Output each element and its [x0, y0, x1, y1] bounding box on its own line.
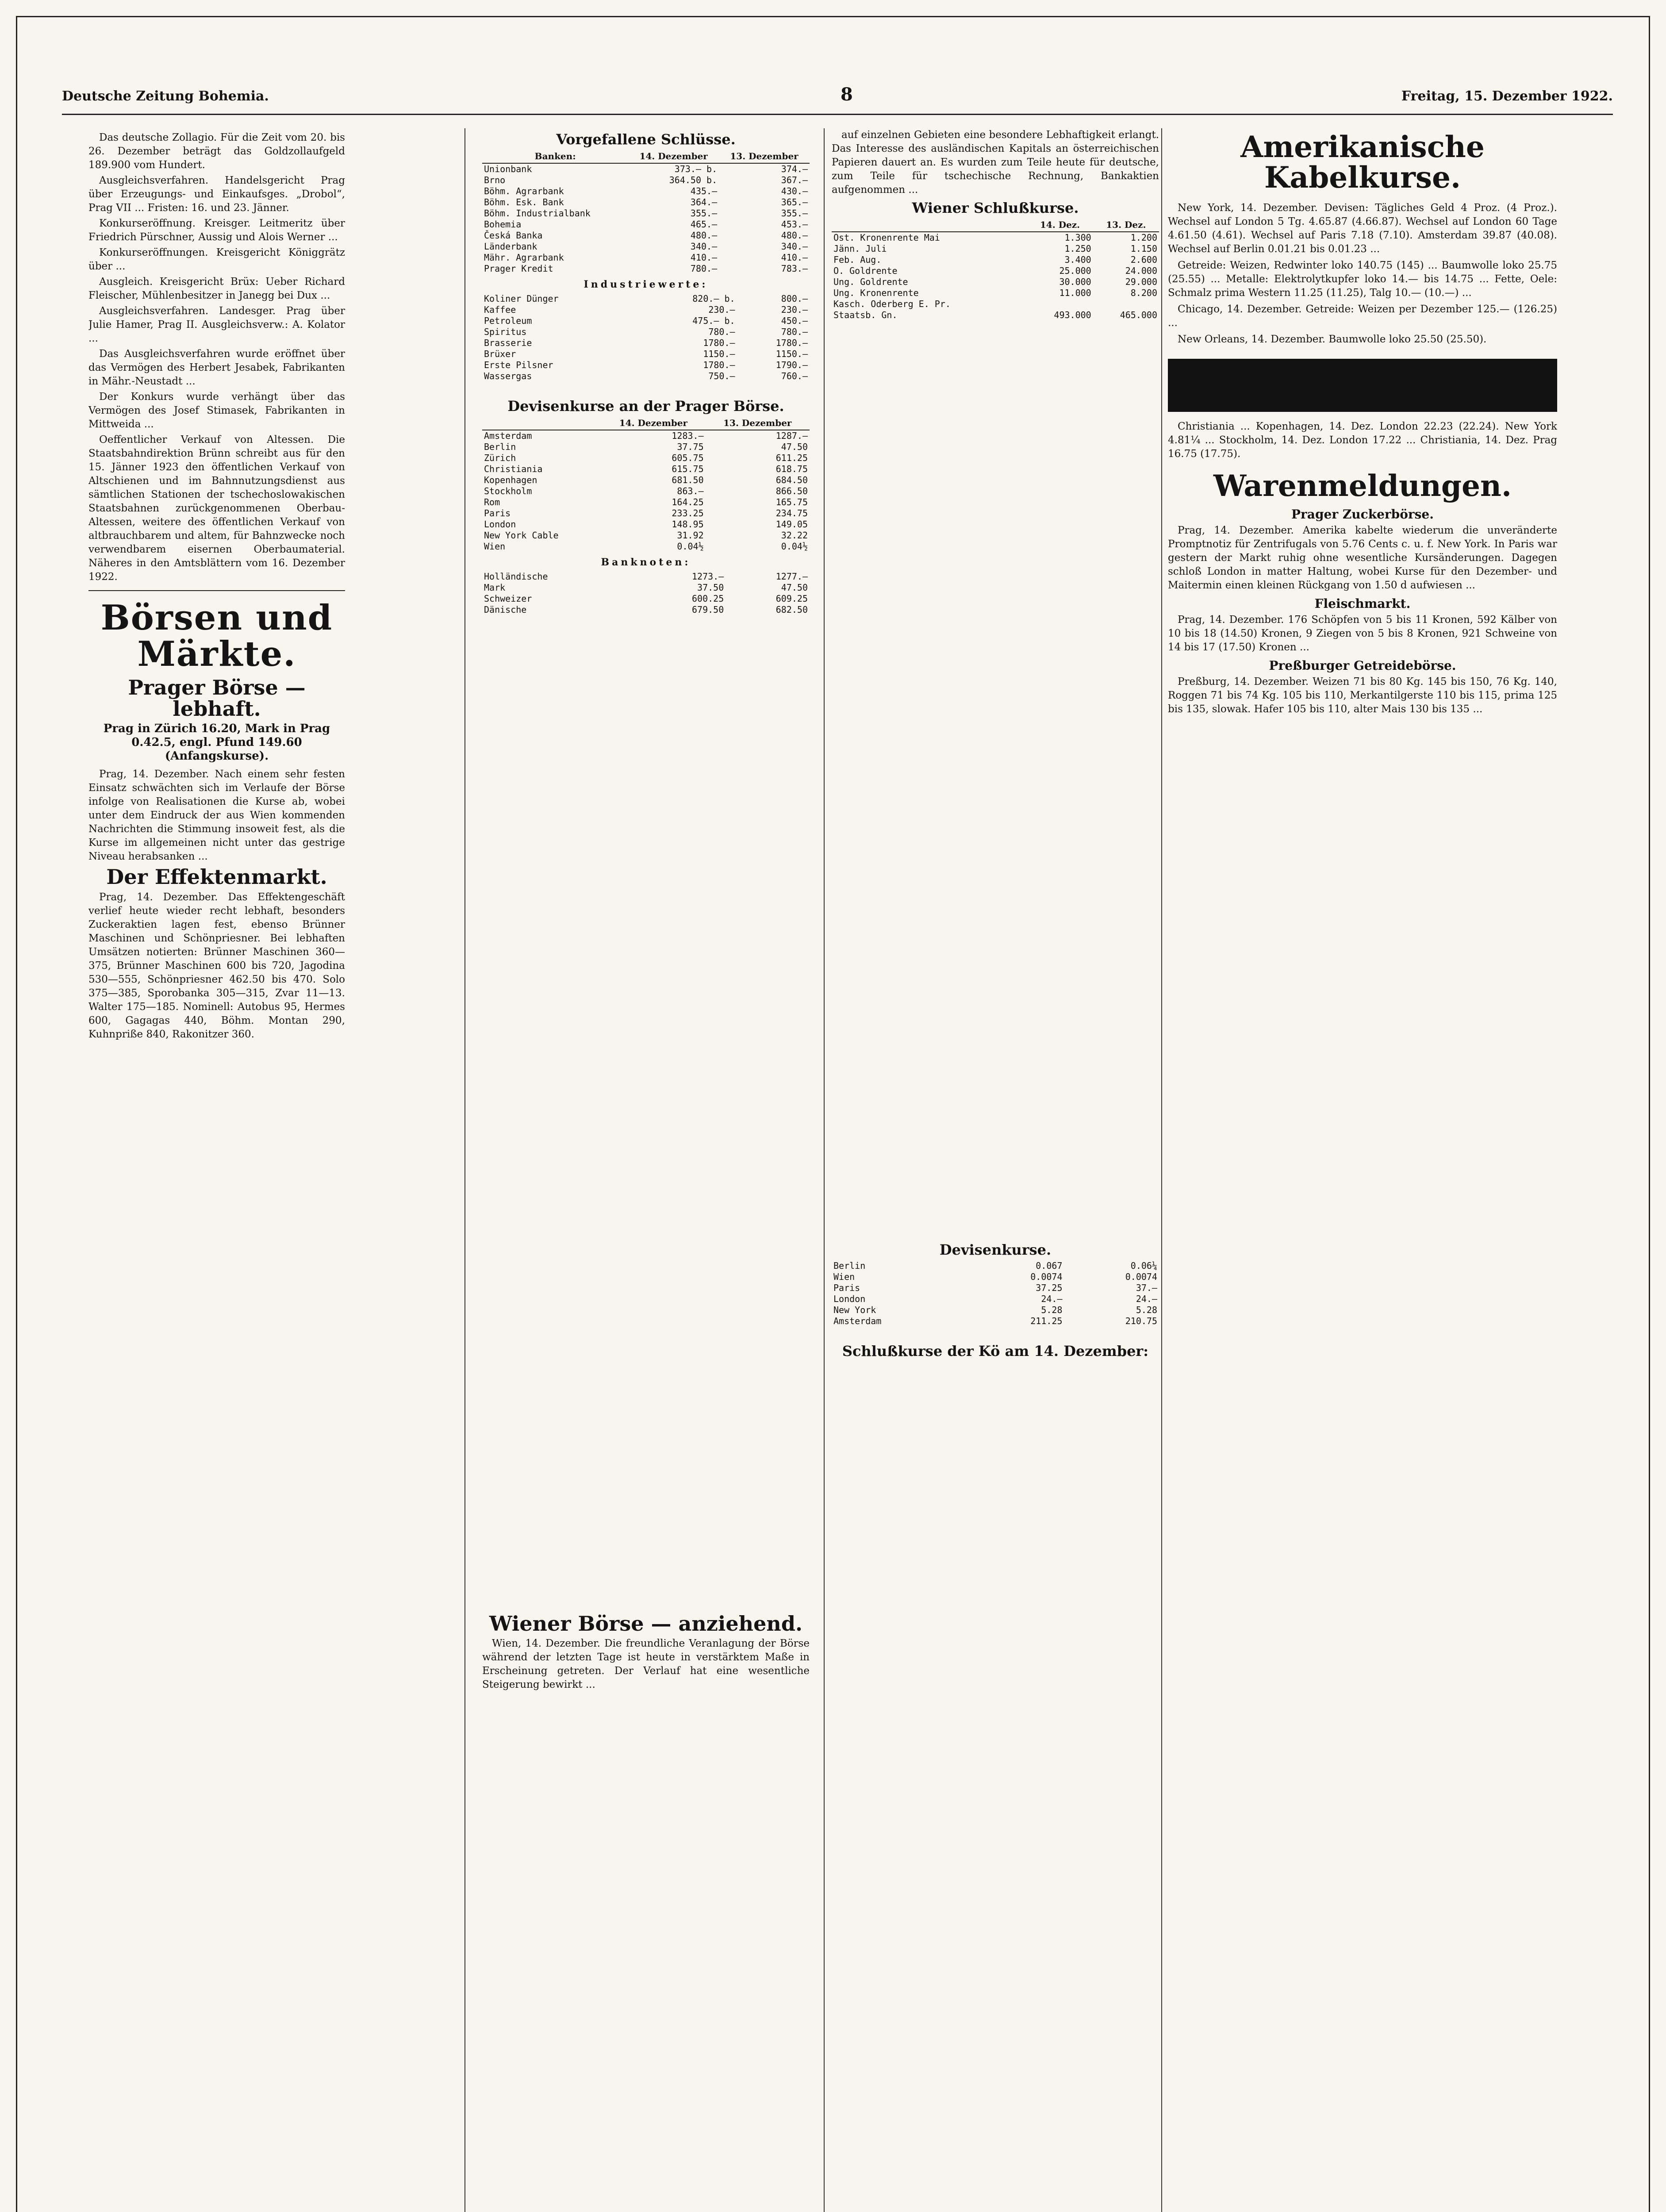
table-cell: Spiritus — [484, 326, 527, 337]
table-cell: 148.95 — [672, 519, 704, 530]
table-cell: 1.200 — [1130, 232, 1157, 243]
table-cell: 0.04½ — [781, 541, 808, 552]
table-row — [482, 197, 810, 208]
fleisch-headline: Fleischmarkt. — [1314, 596, 1411, 611]
table-cell: 750.— — [708, 371, 735, 381]
table-cell: New York Cable — [484, 530, 559, 541]
table-cell: 37.50 — [697, 582, 724, 593]
table-row — [482, 593, 810, 604]
column-3 — [832, 128, 1159, 1159]
table-cell: Bohemia — [484, 219, 522, 230]
table-cell: Wien — [833, 1271, 855, 1282]
table-cell: 37.— — [1136, 1283, 1157, 1293]
table-row — [482, 241, 810, 252]
prager-text: Prag, 14. Dezember. Nach einem sehr festen Einsatz schwächten sich im Verlaufe der Börse infolge von Realisationen die Kurse ab, wobei unter dem Eindruck der aus Wien kommenden Nachrichten die Stimmung insoweit fest, als die Kurse im allgemeinen nicht unter das gestrige Niveau herabsanken ... — [88, 768, 345, 863]
table-row — [832, 1283, 1159, 1294]
table-row — [482, 163, 810, 175]
table-header: 13. Dez. — [1093, 219, 1159, 232]
table-cell: 1.150 — [1130, 243, 1157, 254]
notice: Ausgleichsverfahren. Handelsgericht Prag über Erzeugungs- und Einkaufsges. „Drobol“, Prag VII ... Fristen: 16. und 23. Jänner. — [88, 175, 345, 214]
table-row — [482, 497, 810, 508]
table-cell: 11.000 — [1059, 288, 1091, 298]
devisen2-title: Devisenkurse. — [939, 1241, 1052, 1258]
table-cell: 618.75 — [775, 464, 808, 474]
table-cell: Wassergas — [484, 371, 532, 381]
table-cell: 24.— — [1136, 1294, 1157, 1304]
table-cell: 615.75 — [672, 464, 704, 474]
table-cell: Ung. Kronenrente — [833, 288, 919, 298]
table-cell: Koliner Dünger — [484, 293, 559, 304]
table-cell: Prager Kredit — [484, 263, 553, 274]
notice: Der Konkurs wurde verhängt über das Vermögen des Josef Stimasek, Fabrikanten in Mittweida ... — [88, 391, 345, 430]
table-row — [482, 508, 810, 519]
table-cell: Holländische — [484, 571, 548, 582]
banknoten-table — [482, 571, 810, 615]
table-cell: 234.75 — [775, 508, 808, 518]
effekten-headline: Der Effektenmarkt. — [106, 865, 327, 889]
table-cell: 611.25 — [775, 453, 808, 463]
table-cell: Böhm. Agrarbank — [484, 186, 564, 196]
table-row — [832, 232, 1159, 243]
table-cell: 37.75 — [677, 442, 704, 452]
notice: Konkurseröffnung. Kreisger. Leitmeritz über Friedrich Pürschner, Aussig und Alois Werner ... — [88, 218, 345, 243]
table-cell: 1.250 — [1064, 243, 1091, 254]
table-cell: 866.50 — [775, 486, 808, 496]
table-cell: 3.400 — [1064, 254, 1091, 265]
notice: Das Ausgleichsverfahren wurde eröffnet über das Vermögen des Herbert Jesabek, Fabrikanten in Mähr.-Neustadt ... — [88, 348, 345, 387]
table-cell: Mark — [484, 582, 506, 593]
table-cell: 29.000 — [1125, 276, 1157, 287]
issue-date: Freitag, 15. Dezember 1922. — [1401, 88, 1613, 104]
table-cell: 780.— — [708, 326, 735, 337]
table-cell: Brüxer — [484, 349, 516, 359]
table-cell: 480.— — [690, 230, 718, 241]
table-cell: 1150.— — [775, 349, 808, 359]
table-header — [832, 219, 1027, 232]
table-cell: 30.000 — [1059, 276, 1091, 287]
table-row — [832, 299, 1159, 310]
effekten-text: Prag, 14. Dezember. Das Effektengeschäft verlief heute wieder recht lebhaft, besonders Zuckeraktien lagen fest, ebenso Brünner Maschinen und Schönpriesner. Bei lebhaften Umsätzen notierten: Brünner Maschinen 360—375, Brünner Maschinen 600 bis 720, Jagodina 530—555, Schönpriesner 462.50 bis 470. Solo 375—385, Sporobanka 305—315, Zvar 11—13. Walter 175—185. Nominell: Autobus 95, Hermes 600, Gagagas 440, Böhm. Montan 290, Kuhnpriße 840, Rakonitzer 360. — [88, 891, 345, 1040]
column-rule — [1161, 128, 1162, 2212]
table-row — [832, 1260, 1159, 1271]
table-cell: Erste Pilsner — [484, 360, 553, 370]
table-cell: Unionbank — [484, 164, 532, 174]
table-row — [482, 519, 810, 530]
devisen3-text: Christiania ... Kopenhagen, 14. Dez. London 22.23 (22.24). New York 4.81¼ ... Stockholm, 14. Dez. London 17.22 ... Christiania, 14. Dez. Prag 16.75 (17.75). — [1168, 420, 1557, 460]
banken-table — [482, 150, 810, 274]
table-cell: 820.— b. — [692, 293, 735, 304]
black-bar — [1168, 359, 1557, 412]
table-row — [482, 304, 810, 315]
table-cell: Feb. Aug. — [833, 254, 882, 265]
notice: Konkurseröffnungen. Kreisgericht Königgrätz über ... — [88, 247, 345, 272]
table-cell: 2.600 — [1130, 254, 1157, 265]
wiener-title: Wiener Schlußkurse. — [912, 200, 1079, 216]
devisen-table — [482, 417, 810, 552]
table-row — [832, 265, 1159, 276]
table-cell: 31.92 — [677, 530, 704, 541]
column-3-lower — [832, 1239, 1159, 2212]
table-cell: 32.22 — [781, 530, 808, 541]
table-cell: Ost. Kronenrente Mai — [833, 232, 940, 243]
table-cell: 783.— — [781, 263, 808, 274]
table-cell: Böhm. Esk. Bank — [484, 197, 564, 207]
table-cell: Česká Banka — [484, 230, 543, 241]
table-row — [832, 1294, 1159, 1305]
table-cell: 679.50 — [692, 604, 724, 615]
table-cell: Staatsb. Gn. — [833, 310, 898, 320]
table-cell: 800.— — [781, 293, 808, 304]
waren-headline: Warenmeldungen. — [1213, 468, 1512, 503]
table-cell: 0.06¼ — [1130, 1260, 1157, 1271]
table-cell: Länderbank — [484, 241, 537, 252]
table-cell: 1277.— — [775, 571, 808, 582]
table-cell: 374.— — [781, 164, 808, 174]
table-row — [832, 1305, 1159, 1316]
table-cell: Petroleum — [484, 315, 532, 326]
table-cell: 465.000 — [1120, 310, 1157, 320]
table-cell — [1027, 299, 1093, 310]
fleisch-text: Prag, 14. Dezember. 176 Schöpfen von 5 bis 11 Kronen, 592 Kälber von 10 bis 18 (14.50) Kronen, 9 Ziegen von 5 bis 8 Kronen, 921 Schweine von 14 bis 17 (17.50) Kronen ... — [1168, 614, 1557, 653]
table-cell: 410.— — [781, 252, 808, 263]
pressburg-text: Preßburg, 14. Dezember. Weizen 71 bis 80 Kg. 145 bis 150, 76 Kg. 140, Roggen 71 bis 74 Kg. 105 bis 110, Merkantilgerste 110 bis 115, prima 125 bis 135, slowak. Hafer 105 bis 110, alter Mais 130 bis 135 ... — [1168, 676, 1557, 715]
notice: Oeffentlicher Verkauf von Altessen. Die Staatsbahndirektion Brünn schreibt aus für den 15. Jänner 1923 den öffentlichen Verkauf von Altschienen und im Bahnnutzungsdienst aus sämtlichen Stationen der tschechoslowakischen Staatsbahnen zurückgenommenen Oberbau-Altessen, weitere des öffentlichen Verkauf von altbrauchbarem und altem, für Bahnzwecke noch verwendbarem eisernen Oberbaumaterial. Näheres in den Amtsblättern vom 16. Dezember 1922. — [88, 434, 345, 583]
table-cell: Kasch. Oderberg E. Pr. — [833, 299, 951, 309]
table-cell: 5.28 — [1041, 1305, 1063, 1315]
table-header — [482, 417, 601, 430]
table-cell: 430.— — [781, 186, 808, 196]
table-cell: 364.50 b. — [669, 175, 718, 185]
table-row — [482, 530, 810, 541]
table-row — [832, 288, 1159, 299]
table-cell: 681.50 — [672, 475, 704, 485]
boersen-headline: Börsen und Märkte. — [100, 598, 333, 674]
notice: Ausgleichsverfahren. Landesger. Prag über Julie Hamer, Prag II. Ausgleichsverw.: A. Kolator ... — [88, 305, 345, 344]
column-4 — [1168, 128, 1557, 2212]
table-row — [482, 208, 810, 219]
table-row — [482, 604, 810, 615]
table-cell: 24.— — [1041, 1294, 1063, 1304]
table-cell: 600.25 — [692, 593, 724, 604]
table-header: 14. Dezember — [628, 150, 719, 163]
table-cell: 480.— — [781, 230, 808, 241]
table-cell: Berlin — [833, 1260, 866, 1271]
table-row — [482, 186, 810, 197]
table-row — [832, 243, 1159, 254]
table-cell: 367.— — [781, 175, 808, 185]
table-cell: 373.— b. — [674, 164, 718, 174]
chicago-text: Chicago, 14. Dezember. Getreide: Weizen per Dezember 125.— (126.25) ... — [1168, 303, 1557, 329]
table-row — [482, 430, 810, 442]
table-cell: 1273.— — [692, 571, 724, 582]
table-cell: Kopenhagen — [484, 475, 537, 485]
table-cell: Jänn. Juli — [833, 243, 887, 254]
table-header: 13. Dezember — [706, 417, 810, 430]
table-cell: 450.— — [781, 315, 808, 326]
table-row — [482, 175, 810, 186]
table-cell: 0.0074 — [1030, 1271, 1063, 1282]
table-cell: 37.25 — [1036, 1283, 1063, 1293]
industrie-table — [482, 293, 810, 382]
running-head — [62, 84, 1613, 115]
table-row — [482, 326, 810, 338]
banknoten-title: Banknoten: — [601, 557, 691, 568]
paper-name: Deutsche Zeitung Bohemia. — [62, 88, 269, 104]
table-cell: 149.05 — [775, 519, 808, 530]
table-cell: 24.000 — [1125, 265, 1157, 276]
table-row — [482, 338, 810, 349]
table-cell: 0.0074 — [1125, 1271, 1157, 1282]
table-cell: 863.— — [677, 486, 704, 496]
table-row — [832, 310, 1159, 321]
table-row — [482, 349, 810, 360]
table-cell: Berlin — [484, 442, 516, 452]
table-cell: 47.50 — [781, 442, 808, 452]
table-cell: Stockholm — [484, 486, 532, 496]
table-row — [482, 582, 810, 593]
intro-text: auf einzelnen Gebieten eine besondere Lebhaftigkeit erlangt. Das Interesse des ausländischen Kapitals an österreichischen Papieren dauert an. Es wurden zum Teile heute für deutsche, zum Teile für tschechische Rechnung, Bankaktien aufgenommen ... — [832, 129, 1159, 196]
table-cell: 1780.— — [703, 338, 735, 348]
column-2-lower — [482, 1610, 810, 2212]
table-cell: 1780.— — [703, 360, 735, 370]
column-2 — [482, 128, 810, 1588]
table-cell: 210.75 — [1125, 1316, 1157, 1326]
table-cell: 164.25 — [672, 497, 704, 507]
table-cell: Wien — [484, 541, 506, 552]
table-cell: Ung. Goldrente — [833, 276, 908, 287]
table-row — [832, 276, 1159, 288]
table-cell: Kaffee — [484, 304, 516, 315]
table-cell: 1287.— — [775, 430, 808, 441]
table-cell: Christiania — [484, 464, 543, 474]
getreide-text: Getreide: Weizen, Redwinter loko 140.75 (145) ... Baumwolle loko 25.75 (25.55) ... Metalle: Elektrolytkupfer loko 14.— bis 14.75 ... Fette, Oele: Schmalz prima Western 11.25 (11.25), Talg 10.— (10.—) ... — [1168, 259, 1557, 299]
table-cell: New York — [833, 1305, 876, 1315]
table-cell: 0.04½ — [677, 541, 704, 552]
table-cell: 8.200 — [1130, 288, 1157, 298]
column-1 — [88, 128, 345, 2212]
table-cell: 435.— — [690, 186, 718, 196]
table-cell: 165.75 — [775, 497, 808, 507]
table-cell: 355.— — [781, 208, 808, 219]
table-cell: 1790.— — [775, 360, 808, 370]
pressburg-headline: Preßburger Getreidebörse. — [1269, 658, 1456, 673]
wiener-table — [832, 219, 1159, 321]
table-cell: 1.300 — [1064, 232, 1091, 243]
table-row — [482, 293, 810, 304]
table-cell: Mähr. Agrarbank — [484, 252, 564, 263]
table-cell: 365.— — [781, 197, 808, 207]
wien-text: Wien, 14. Dezember. Die freundliche Veranlagung der Börse während der letzten Tage ist heute in verstärktem Maße in Erscheinung getreten. Der Verlauf hat eine wesentliche Steigerung bewirkt ... — [482, 1638, 810, 1691]
table-cell: Brno — [484, 175, 506, 185]
table-row — [482, 219, 810, 230]
table-header: 14. Dezember — [601, 417, 705, 430]
table-cell: 609.25 — [775, 593, 808, 604]
table-row — [482, 571, 810, 582]
table-cell: 230.— — [781, 304, 808, 315]
table-cell: 340.— — [690, 241, 718, 252]
table-row — [832, 254, 1159, 265]
table-cell: 5.28 — [1136, 1305, 1157, 1315]
table-cell: 211.25 — [1030, 1316, 1063, 1326]
table-cell: 0.067 — [1036, 1260, 1063, 1271]
table-cell: 465.— — [690, 219, 718, 230]
table-row — [482, 315, 810, 326]
schluesse-title: Vorgefallene Schlüsse. — [556, 131, 736, 148]
table-cell: 453.— — [781, 219, 808, 230]
table-row — [832, 1271, 1159, 1283]
table-cell: Zürich — [484, 453, 516, 463]
table-cell: Dänische — [484, 604, 527, 615]
table-row — [482, 541, 810, 552]
table-cell: 47.50 — [781, 582, 808, 593]
table-cell: 25.000 — [1059, 265, 1091, 276]
table-row — [482, 360, 810, 371]
table-cell: 1150.— — [703, 349, 735, 359]
notices — [88, 131, 345, 584]
table-cell: 233.25 — [672, 508, 704, 518]
table-header: 14. Dez. — [1027, 219, 1093, 232]
notice: Das deutsche Zollagio. Für die Zeit vom 20. bis 26. Dezember beträgt das Goldzollaufgeld 189.900 vom Hundert. — [88, 132, 345, 171]
table-row — [482, 464, 810, 475]
neworleans-text: New Orleans, 14. Dezember. Baumwolle loko 25.50 (25.50). — [1178, 333, 1487, 345]
table-row — [482, 442, 810, 453]
table-cell: 364.— — [690, 197, 718, 207]
devisen2-table — [832, 1260, 1159, 1327]
kabel-text: New York, 14. Dezember. Devisen: Tägliches Geld 4 Proz. (4 Proz.). Wechsel auf London 5 Tg. 4.65.87 (4.66.87). Wechsel auf London 60 Tage 4.61.50 (4.61). Wechsel auf Paris 7.18 (7.10). Amsterdam 39.87 (40.08). Wechsel auf Berlin 0.01.21 bis 0.01.23 ... — [1168, 202, 1557, 255]
table-cell: London — [833, 1294, 866, 1304]
table-row — [482, 252, 810, 263]
table-cell: 684.50 — [775, 475, 808, 485]
column-rule — [824, 128, 825, 2212]
wien-headline: Wiener Börse — anziehend. — [489, 1612, 802, 1636]
prager-lead: Prag in Zürich 16.20, Mark in Prag 0.42.5, engl. Pfund 149.60 (Anfangskurse). — [103, 722, 330, 763]
table-cell: O. Goldrente — [833, 265, 898, 276]
table-cell: 605.75 — [672, 453, 704, 463]
table-cell: 340.— — [781, 241, 808, 252]
table-cell: Schweizer — [484, 593, 532, 604]
industrie-title: Industriewerte: — [583, 279, 708, 290]
kabel-headline: Amerikanische Kabelkurse. — [1240, 130, 1485, 195]
table-cell: 410.— — [690, 252, 718, 263]
table-row — [482, 453, 810, 464]
table-header: 13. Dezember — [719, 150, 810, 163]
table-cell: 493.000 — [1054, 310, 1091, 320]
schluss-title: Schlußkurse der Kö am 14. Dezember: — [842, 1343, 1149, 1359]
table-cell — [1093, 299, 1159, 310]
zucker-text: Prag, 14. Dezember. Amerika kabelte wiederum die unveränderte Promptnotiz für Zentrifugals von 5.76 Cents c. u. f. New York. In Paris war gestern der Markt ruhig ohne wesentliche Kursänderungen. Dagegen schloß London in matter Haltung, wobei Kurse für den Dezember- und Maitermin einen kleinen Rückgang von 1.50 d aufwiesen ... — [1168, 524, 1557, 591]
section-rule — [88, 590, 345, 591]
notice: Ausgleich. Kreisgericht Brüx: Ueber Richard Fleischer, Mühlenbesitzer in Janegg bei Dux ... — [88, 276, 345, 301]
prager-headline: Prager Börse — lebhaft. — [128, 675, 306, 721]
table-cell: Rom — [484, 497, 500, 507]
table-row — [482, 475, 810, 486]
table-cell: Amsterdam — [833, 1316, 882, 1326]
table-row — [482, 371, 810, 382]
column-rule — [464, 128, 465, 2212]
table-row — [482, 263, 810, 274]
table-cell: London — [484, 519, 516, 530]
table-cell: Paris — [484, 508, 511, 518]
table-cell: Amsterdam — [484, 430, 532, 441]
table-cell: Paris — [833, 1283, 860, 1293]
table-row — [482, 230, 810, 241]
table-header: Banken: — [482, 150, 628, 163]
table-cell: 780.— — [690, 263, 718, 274]
table-cell: 1780.— — [775, 338, 808, 348]
table-cell: 230.— — [708, 304, 735, 315]
table-cell: 682.50 — [775, 604, 808, 615]
table-cell: 355.— — [690, 208, 718, 219]
table-cell: 760.— — [781, 371, 808, 381]
table-row — [832, 1316, 1159, 1327]
table-cell: Böhm. Industrialbank — [484, 208, 591, 219]
zucker-headline: Prager Zuckerbörse. — [1291, 507, 1434, 522]
page-number: 8 — [841, 84, 853, 105]
table-cell: 475.— b. — [692, 315, 735, 326]
table-cell: Brasserie — [484, 338, 532, 348]
table-cell: 780.— — [781, 326, 808, 337]
table-row — [482, 486, 810, 497]
table-cell: 1283.— — [672, 430, 704, 441]
devisen-title: Devisenkurse an der Prager Börse. — [507, 398, 784, 415]
